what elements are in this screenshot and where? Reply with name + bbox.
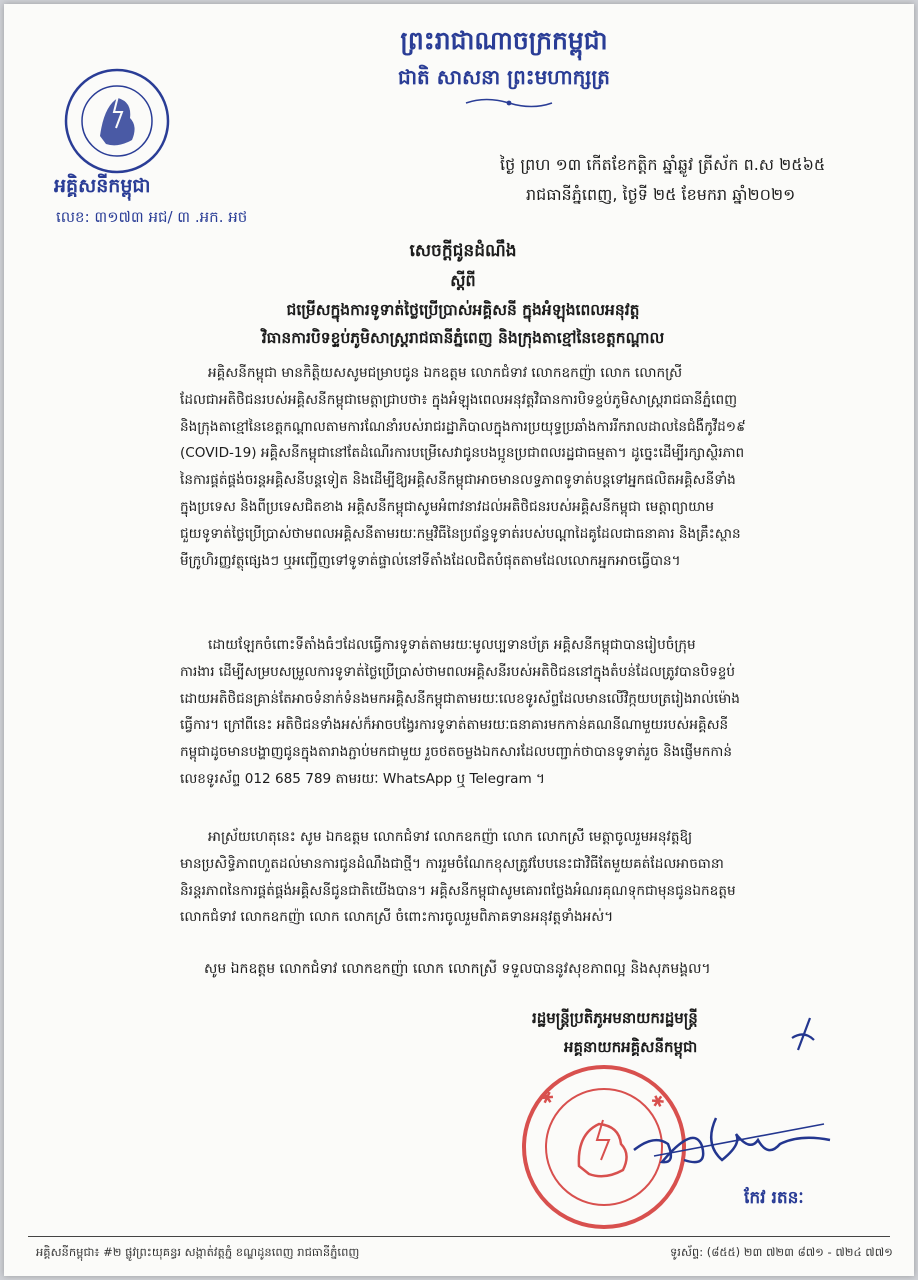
svg-text:✱: ✱ (536, 1086, 559, 1110)
body-line: មានប្រសិទ្ធិភាពហួតដល់មានការជូនដំណឹងជាថ្មី។ ការរួមចំណែកខុសត្រូវបែបនេះជាវិធីតែមួយគត់ដែលអាចធានា (180, 855, 724, 872)
body-paragraph-1 (180, 360, 890, 574)
body-line: ជួយទូទាត់ថ្លៃប្រើប្រាស់ថាមពលអគ្គិសនីតាមរយៈកម្មវិធីនៃប្រព័ន្ធទូទាត់របស់បណ្ដាដៃគូដែលជាធនាគារ និងគ្រឹះស្ថាន (180, 525, 741, 542)
org-name: អគ្គិសនីកម្ពុជា (54, 175, 151, 197)
notice-heading: សេចក្ដីជូនដំណឹង (409, 241, 517, 261)
signatory-title-1: រដ្ឋមន្ត្រីប្រតិភូអមនាយករដ្ឋមន្ត្រី (532, 1009, 698, 1027)
handwritten-signature (624, 1104, 834, 1184)
body-line: និរន្តរភាពនៃការផ្គត់ផ្គង់អគ្គិសនីជូនជាតិយើងបាន។ អគ្គិសនីកម្ពុជាសូមគោរពថ្លែងអំណរគុណទុកជាមុនជូនឯកឧត្តម (180, 882, 736, 899)
body-line: កម្ពុជាដូចមានបង្ហាញជូនក្នុងតារាងភ្ជាប់មកជាមួយ រួចថតចម្លងឯកសារដែលបញ្ជាក់ថាបានទូទាត់រួច និងផ្ញើមកកាន់ (180, 744, 732, 761)
body-line: នៃការផ្គត់ផ្គង់ចរន្តអគ្គិសនីបន្តទៀត និងដើម្បីឱ្យអគ្គិសនីកម្ពុជាអាចមានលទ្ធភាពទូទាត់បន្តទៅអ្នកផលិតអគ្គិសនីទាំង (180, 472, 736, 489)
body-paragraph-3 (180, 824, 890, 931)
body-line: ដោយឡែកចំពោះទីតាំងធំៗដែលធ្វើការទូទាត់តាមរយៈមូលប្បទានប័ត្រ អគ្គិសនីកម្ពុជាបានរៀបចំក្រុម (208, 637, 696, 653)
body-line: មីក្រូហិរញ្ញវត្ថុផ្សេងៗ ឬអញ្ជើញទៅទូទាត់ផ្ទាល់នៅទីតាំងដែលជិតបំផុតតាមដែលលោកអ្នកអាចធ្វើបាន។ (180, 552, 681, 569)
signatory-title-2: អគ្គនាយកអគ្គិសនីកម្ពុជា (564, 1038, 698, 1056)
footer-phone: ទូរស័ព្ទ: (៨៥៥) ២៣ ៧២៣ ៨៧១ - ៧២៤ ៧៧១ (670, 1245, 893, 1259)
solar-date: រាជធានីភ្នំពេញ, ថ្ងៃទី ២៥ ខែមករា ឆ្នាំ២០២១ (526, 185, 796, 204)
edc-logo (62, 66, 172, 176)
body-line: អាស្រ័យហេតុនេះ សូម ឯកឧត្តម លោកជំទាវ លោកឧកញ៉ា លោក លោកស្រី មេត្តាចូលរួមអនុវត្តឱ្យ (208, 829, 693, 845)
ornament-divider (464, 96, 554, 110)
body-line: អគ្គិសនីកម្ពុជា មានកិត្តិយសសូមជម្រាបជូន ឯកឧត្តម លោកជំទាវ លោកឧកញ៉ា លោក លោកស្រី (208, 365, 683, 381)
body-line: ដោយអតិថិជនគ្រាន់តែអាចទំនាក់ទំនងមកអគ្គិសនីកម្ពុជាតាមរយៈលេខទូរស័ព្ទដែលមានលើវិក្កយបត្ររៀងរាល់ម៉ោង (180, 690, 740, 707)
footer-address: អគ្គិសនីកម្ពុជា៖ #២ ផ្លូវព្រះយុគន្ធរ សង្កាត់វត្តភ្នំ ខណ្ឌដូនពេញ រាជធានីភ្នំពេញ (36, 1245, 360, 1259)
national-motto: ជាតិ សាសនា ព្រះមហាក្សត្រ (398, 65, 610, 89)
initial-mark (790, 1016, 816, 1052)
body-line: ការងារ ដើម្បីសម្របសម្រួលការទូទាត់ថ្លៃប្រើប្រាស់ថាមពលអគ្គិសនីរបស់អតិថិជននៅក្នុងតំបន់ដែលត្រូវបានបិទខ្ទប់ (180, 663, 735, 680)
signatory-name: កែវ រតនៈ (744, 1188, 804, 1208)
kingdom-heading: ព្រះរាជាណាចក្រកម្ពុជា (400, 26, 608, 55)
body-line: (COVID-19) អគ្គិសនីកម្ពុជានៅតែដំណើរការបម្រើសេវាជូនបងប្អូនប្រជាពលរដ្ឋជាធម្មតា។ ដូច្នេះដើម្បីរក្សាស្ថិរភាព (180, 445, 745, 462)
body-paragraph-2 (180, 632, 890, 793)
subject-label: ស្ដីពី (450, 271, 476, 290)
svg-text:✱: ✱ (646, 1089, 669, 1113)
subject-line-2: វិធានការបិទខ្ទប់ភូមិសាស្ត្ររាជធានីភ្នំពេញ និងក្រុងតាខ្មៅនៃខេត្តកណ្ដាល (261, 329, 665, 347)
body-line: ក្នុងប្រទេស និងពីប្រទេសជិតខាង អគ្គិសនីកម្ពុជាសូមអំពាវនាវដល់អតិថិជនរបស់អគ្គិសនីកម្ពុជា មេត្តាព្យាយាម (180, 498, 715, 515)
footer-divider (28, 1236, 890, 1237)
closing-wish: សូម ឯកឧត្តម លោកជំទាវ លោកឧកញ៉ា លោក លោកស្រី ទទួលបាននូវសុខភាពល្អ និងសុភមង្គល។ (204, 961, 711, 977)
letter-page (4, 4, 914, 1276)
body-line: ធ្វើការ។ ក្រៅពីនេះ អតិថិជនទាំងអស់ក៏អាចបង្វែរការទូទាត់តាមរយៈធនាគារមកកាន់គណនីណាមួយរបស់អគ្គិសនី (180, 717, 729, 734)
body-line: លោកជំទាវ លោកឧកញ៉ា លោក លោកស្រី ចំពោះការចូលរួមពិភាគទានអនុវត្តទាំងអស់។ (180, 909, 614, 926)
body-line: លេខទូរស័ព្ទ 012 685 789 តាមរយៈ WhatsApp ឬ Telegram ។ (180, 770, 546, 787)
subject-line-1: ជម្រើសក្នុងការទូទាត់ថ្លៃប្រើប្រាស់អគ្គិសនី ក្នុងអំឡុងពេលអនុវត្ត (286, 301, 640, 319)
reference-number: លេខ: ៣១៧៣ អជ/ ៣ .អក. អថ (56, 208, 248, 226)
body-line: និងក្រុងតាខ្មៅនៃខេត្តកណ្ដាលតាមការណែនាំរបស់រាជរដ្ឋាភិបាលក្នុងការប្រយុទ្ធប្រឆាំងការរីករាលដាលនៃជំងឺកូវីដ១៩ (180, 418, 746, 435)
body-line: ដែលជាអតិថិជនរបស់អគ្គិសនីកម្ពុជាមេត្តាជ្រាបថា៖ ក្នុងអំឡុងពេលអនុវត្តវិធានការបិទខ្ទប់ភូមិសាស្ត្ររាជធានីភ្នំពេញ (180, 391, 738, 408)
lunar-date: ថ្ងៃ ព្រហ ១៣ កើតខែកត្ដិក ឆ្នាំឆ្លូវ ត្រីស័ក ព.ស ២៥៦៥ (500, 155, 826, 174)
